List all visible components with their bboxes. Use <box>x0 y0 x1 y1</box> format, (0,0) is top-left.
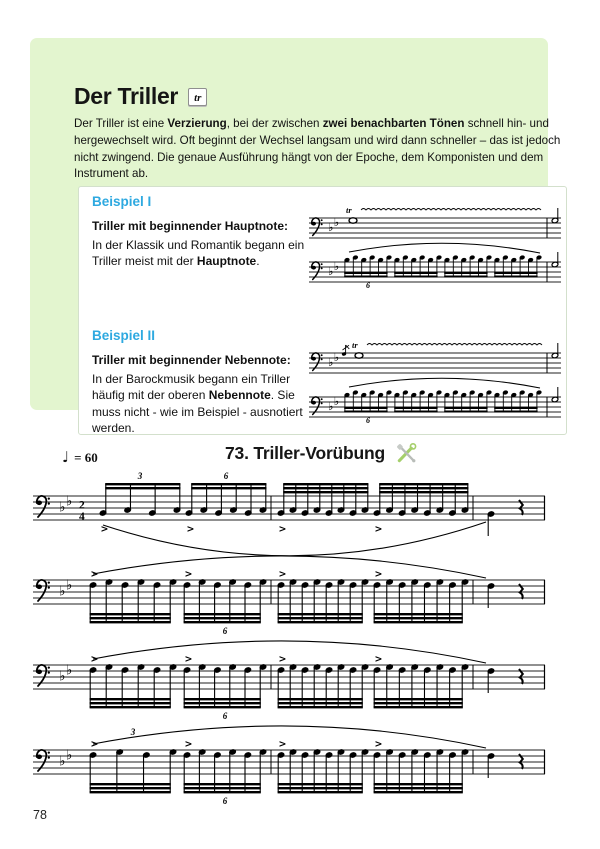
svg-text:6: 6 <box>366 416 370 425</box>
svg-text:♭: ♭ <box>65 662 73 679</box>
svg-text:>: > <box>90 569 99 580</box>
beispiel-2-notation <box>307 339 563 439</box>
svg-text:♭: ♭ <box>65 493 73 510</box>
svg-text:>: > <box>186 524 195 535</box>
page-number: 78 <box>33 808 47 822</box>
info-paragraph <box>74 116 568 183</box>
exercise-staff-1 <box>31 470 547 566</box>
beispiel-1-notation <box>307 204 563 304</box>
svg-text:♭: ♭ <box>333 259 340 274</box>
svg-text:>: > <box>100 524 109 535</box>
trill-ornament-badge <box>188 88 207 106</box>
svg-text:>: > <box>374 569 383 580</box>
paragraph-bold: Verzierung <box>167 117 227 130</box>
exercise-header <box>225 442 418 465</box>
svg-text:♭: ♭ <box>59 499 66 516</box>
beispiel-2-text-part: In der Barockmusik begann ein Triller häufig mit der oberen <box>92 371 291 402</box>
svg-text:>: > <box>90 654 99 665</box>
svg-text:>: > <box>278 654 287 665</box>
svg-text:>: > <box>184 569 193 580</box>
beispiel-1-text-part: . <box>256 254 260 268</box>
trill-badge-label: tr <box>194 91 202 104</box>
svg-text:3: 3 <box>130 727 136 737</box>
svg-text:♭: ♭ <box>333 350 340 365</box>
svg-text:2: 2 <box>79 499 85 512</box>
svg-text:>: > <box>184 654 193 665</box>
svg-text:♭: ♭ <box>59 583 66 600</box>
quarter-note-icon: ♩ <box>62 448 70 466</box>
svg-text:♭: ♭ <box>328 264 334 279</box>
exercise-staff-3 <box>31 639 547 735</box>
svg-text:>: > <box>278 739 287 750</box>
paragraph-text: Der Triller ist eine <box>74 117 168 130</box>
svg-text:3: 3 <box>137 471 143 481</box>
exercise-staff-3-svg <box>31 639 547 735</box>
crossed-tools-icon <box>395 442 418 465</box>
tempo-marking <box>62 448 98 466</box>
exercise-staff-2-svg <box>31 554 547 650</box>
svg-text:♭: ♭ <box>328 399 334 414</box>
info-box-header <box>74 83 207 110</box>
beispiel-1-heading: Beispiel I <box>92 194 152 209</box>
exercise-title: 73. Triller-Vorübung <box>225 443 386 463</box>
beispiel-2-text-part: . Sie muss nicht - wie im Beispiel - ausnotiert werden. <box>92 388 303 435</box>
beispiel-1-lead: Triller mit beginnender Hauptnote: <box>92 219 289 233</box>
paragraph-bold: zwei benachbarten Tönen <box>322 117 465 130</box>
svg-text:>: > <box>90 739 99 750</box>
svg-text:tr: tr <box>346 205 352 215</box>
svg-text:6: 6 <box>222 796 228 806</box>
svg-text:♭: ♭ <box>65 747 73 764</box>
svg-text:>: > <box>374 739 383 750</box>
svg-text:6: 6 <box>222 626 228 636</box>
exercise-staff-2 <box>31 554 547 650</box>
beispiel-2-notation-svg <box>307 339 563 439</box>
svg-text:♭: ♭ <box>59 668 66 685</box>
beispiel-1-text-part: In der Klassik und Romantik begann ein Triller meist mit der <box>92 237 305 268</box>
svg-text:>: > <box>374 654 383 665</box>
beispiel-2-heading: Beispiel II <box>92 328 156 343</box>
beispiel-2-text-bold: Nebennote <box>208 388 271 402</box>
svg-text:6: 6 <box>366 281 370 290</box>
paragraph-text: schnell hin- und hergewechselt wird. Oft beginnt der Wechsel langsam und wird dann schneller – das ist jedoch nicht zwingend. Die genaue Ausführung hängt von der Epoche, dem Komponisten und dem Instrument ab. <box>74 117 561 181</box>
tempo-value: = 60 <box>74 450 98 465</box>
beispiel-2-text <box>92 371 308 437</box>
exercise-staff-4 <box>31 724 547 820</box>
svg-text:>: > <box>278 569 287 580</box>
exercise-staff-4-svg <box>31 724 547 820</box>
svg-text:♭: ♭ <box>65 577 73 594</box>
svg-text:♭: ♭ <box>59 753 66 770</box>
svg-text:♭: ♭ <box>333 215 340 230</box>
svg-text:tr: tr <box>352 340 358 350</box>
svg-text:6: 6 <box>222 711 228 721</box>
svg-text:>: > <box>184 739 193 750</box>
beispiel-1-text <box>92 237 308 270</box>
svg-text:4: 4 <box>79 511 85 523</box>
exercise-staff-1-svg <box>31 470 547 566</box>
svg-text:♭: ♭ <box>328 220 334 235</box>
beispiel-2-lead: Triller mit beginnender Nebennote: <box>92 353 291 367</box>
trill-info-box <box>30 38 561 435</box>
beispiel-1-section <box>92 194 308 270</box>
svg-text:6: 6 <box>223 471 229 481</box>
svg-text:>: > <box>374 524 383 535</box>
beispiel-2-section <box>92 328 308 437</box>
svg-text:>: > <box>278 524 287 535</box>
paragraph-text: , bei der zwischen <box>226 117 323 130</box>
page-title: Der Triller <box>74 83 179 109</box>
beispiel-1-notation-svg <box>307 204 563 304</box>
beispiel-1-text-bold: Hauptnote <box>196 254 257 268</box>
svg-text:♭: ♭ <box>333 394 340 409</box>
svg-text:♭: ♭ <box>328 355 334 370</box>
